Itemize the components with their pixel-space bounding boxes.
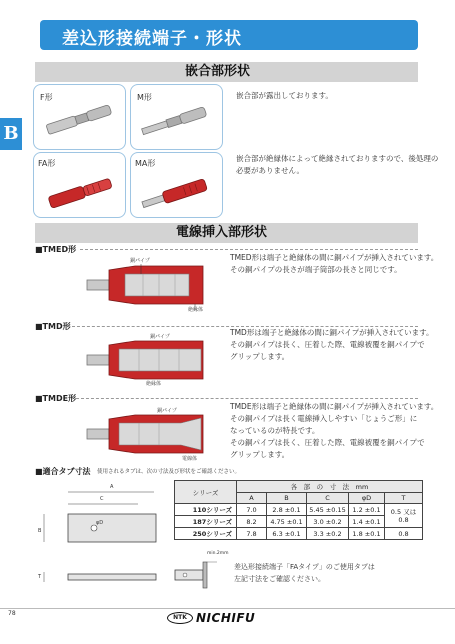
tmde-desc-5: グリップします。 xyxy=(230,450,290,459)
fa-tab-drawing xyxy=(173,558,218,590)
tmde-desc-4: その銅パイプは長く、圧着した際、電線被覆を銅パイプで xyxy=(230,438,425,447)
panel-fa-tag: FA形 xyxy=(38,159,56,168)
tmde-label: ■TMDE形 xyxy=(35,394,77,403)
table-col-c: C xyxy=(307,493,349,504)
table-col-d: φD xyxy=(349,493,385,504)
tab-dim-t: T xyxy=(38,574,42,580)
fitting-note-insulated-1: 嵌合部が絶縁体によって絶縁されておりますので、後処理の xyxy=(236,154,439,163)
table-row: 187シリーズ 8.2 4.75 ±0.1 3.0 ±0.2 1.4 ±0.1 xyxy=(175,516,423,528)
tab-dimension-table xyxy=(174,480,423,540)
tmde-desc-3: なっているのが特長です。 xyxy=(230,426,320,435)
tmd-callout-insulator: 絶縁体 xyxy=(146,381,162,387)
brand-logo-text: NICHIFU xyxy=(196,611,256,625)
panel-ma-tag: MA形 xyxy=(135,159,156,168)
tmde-callout-pipe: 銅パイプ xyxy=(157,408,177,414)
tab-dim-phi: φD xyxy=(96,520,104,526)
fitting-note-exposed: 嵌合部が露出しております。 xyxy=(236,91,333,100)
tab-dims-label: ■適合タブ寸法 xyxy=(35,467,91,476)
tab-dim-b: B xyxy=(38,528,42,534)
fitting-note-insulated-2: 必要がありません。 xyxy=(236,166,304,175)
tmd-desc-1: TMD形は端子と絶縁体の間に銅パイプが挿入されています。 xyxy=(230,328,434,337)
fa-tab-note-1: 差込形接続端子「FAタイプ」のご使用タブは xyxy=(234,563,375,571)
tab-dims-subtitle: 使用されるタブは、次の寸法及び形状をご確認ください。 xyxy=(97,469,241,475)
tab-dim-c: C xyxy=(100,496,104,502)
brand-logo-mark: NTK xyxy=(167,612,193,624)
table-header-series: シリーズ xyxy=(175,481,237,504)
tmed-desc-1: TMED形は端子と絶縁体の間に銅パイプが挿入されています。 xyxy=(230,253,439,262)
tmd-desc-2: その銅パイプは長く、圧着した際、電線被覆を銅パイプで xyxy=(230,340,425,349)
tmed-desc-2: その銅パイプの長さが端子筒部の長さと同じです。 xyxy=(230,265,402,274)
tmd-callout-pipe: 銅パイプ xyxy=(150,334,170,340)
fa-tab-min-note: min.2mm xyxy=(207,551,229,556)
page-number: 78 xyxy=(8,610,16,617)
table-row: 250シリーズ 7.8 6.3 ±0.1 3.3 ±0.2 1.8 ±0.1 0.8 xyxy=(175,528,423,540)
tmde-desc-1: TMDE形は端子と絶縁体の間に銅パイプが挿入されています。 xyxy=(230,402,439,411)
footer-rule xyxy=(0,608,455,609)
table-t-250: 0.8 xyxy=(385,528,423,540)
section-title-wire-insertion: 電線挿入部形状 xyxy=(176,225,268,240)
tmd-desc-3: グリップします。 xyxy=(230,352,290,361)
table-t-shared: 0.5 又は 0.8 xyxy=(385,504,423,528)
table-header-dims: 各 部 の 寸 法 mm xyxy=(237,481,423,493)
tmed-divider xyxy=(80,249,418,250)
tab-dim-a: A xyxy=(110,484,114,490)
page-title: 差込形接続端子・形状 xyxy=(62,29,242,49)
panel-f-tag: F形 xyxy=(40,93,53,102)
tmed-callout-pipe: 銅パイプ xyxy=(130,258,150,264)
table-col-t: T xyxy=(385,493,423,504)
tmde-desc-2: その銅パイプは長く電線挿入しやすい「じょうご形」に xyxy=(230,414,418,423)
tmde-divider xyxy=(76,398,418,399)
tmde-callout-insulator: 電線体 xyxy=(182,456,198,462)
tab-dimension-drawing xyxy=(38,488,163,603)
tmed-label: ■TMED形 xyxy=(35,245,77,254)
table-col-a: A xyxy=(237,493,267,504)
table-row: 110シリーズ 7.0 2.8 ±0.1 5.45 ±0.15 1.2 ±0.1 0.5 又は 0.8 xyxy=(175,504,423,516)
tmd-label: ■TMD形 xyxy=(35,322,71,331)
panel-m-tag: M形 xyxy=(137,93,152,102)
tmed-callout-insulator: 絶縁体 xyxy=(188,307,204,313)
table-col-b: B xyxy=(267,493,307,504)
fa-tab-note-2: 左記寸法をご確認ください。 xyxy=(234,575,325,583)
section-title-fitting: 嵌合部形状 xyxy=(185,64,251,79)
section-tab-b: B xyxy=(0,118,22,150)
